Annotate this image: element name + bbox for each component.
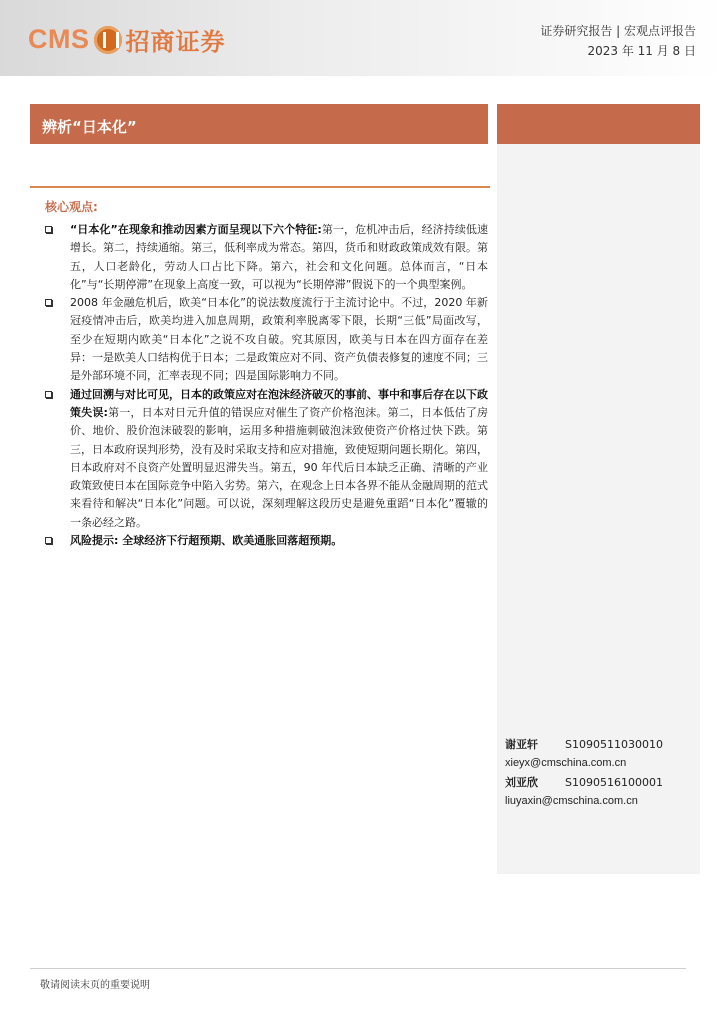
analyst-email[interactable]: liuyaxin@cmschina.com.cn: [505, 795, 638, 807]
core-views-list: [40, 221, 488, 550]
page-title: 辨析“日本化”: [42, 118, 137, 136]
bullet-text: 第一，日本对日元升值的错误应对催生了资产价格泡沫。第二，日本低估了房价、地价、股价泡沫破裂的影响，运用多种措施刺破泡沫致使资产价格过快下跌。第三，日本政府误判形势，没有及时采取支持和应对措施，致使短期问题长期化。第四，日本政府对不良资产处置明显迟滞失当。第五，90 年代后日本缺乏正确、清晰的产业政策致使日本在国际竞争中陷入劣势。第六，在观念上日本各界不能从金融周期的范式来看待和解决“日本化”问题。可以说，深刻理解这段历史是避免重蹈“日本化”覆辙的一条必经之路。: [70, 405, 488, 529]
analyst-license-id: S1090511030010: [565, 738, 663, 751]
analyst-row: [505, 773, 663, 792]
bullet-emphasis: 通过回溯与对比可见，日本的政策应对在泡沫经济破灭的事前、事中和事后存在以下政策失误:: [70, 387, 488, 419]
checkbox-bullet-icon: [45, 537, 52, 544]
list-item: [40, 221, 488, 294]
analyst-email[interactable]: xieyx@cmschina.com.cn: [505, 757, 627, 769]
logo-cms-text: CMS: [28, 24, 90, 54]
core-views-label: 核心观点:: [45, 200, 98, 214]
bullet-text: 2008 年金融危机后，欧美“日本化”的说法数度流行于主流讨论中。不过，2020 年新冠疫情冲击后，欧美均进入加息周期，政策利率脱离零下限，长期“三低”局面改写，至少在短期内欧美“日本化”之说不攻自破。究其原因，欧美与日本在四方面存在差异：一是欧美人口结构优于日本；二是政策应对不同、资产负债表修复的速度不同；三是外部环境不同，汇率表现不同；四是国际影响力不同。: [70, 296, 488, 383]
bullet-text: 第一，危机冲击后，经济持续低速增长。第二，持续通缩。第三，低利率成为常态。第四，货币和财政政策成效有限。第五，人口老龄化，劳动人口占比下降。第六，社会和文化问题。总体而言，“日本化”与“长期停滞”在现象上高度一致，可以视为“长期停滞”假说下的一个典型案例。: [70, 223, 489, 291]
analyst-license-id: S1090516100001: [565, 776, 663, 789]
logo-cn-text: 招商证券: [125, 28, 226, 56]
sidebar-header-bar: [497, 104, 700, 144]
report-type: 证券研究报告 | 宏观点评报告: [540, 24, 696, 38]
checkbox-bullet-icon: [45, 391, 52, 398]
footer-disclaimer: 敬请阅读末页的重要说明: [40, 980, 150, 991]
analyst-name: 刘亚欣: [505, 776, 538, 789]
analyst-info: [505, 735, 663, 811]
checkbox-bullet-icon: [45, 299, 52, 306]
logo-badge-icon: [94, 26, 122, 54]
list-item: [40, 294, 488, 385]
bullet-emphasis: “日本化”在现象和推动因素方面呈现以下六个特征:: [70, 223, 322, 236]
bullet-emphasis: 风险提示: 全球经济下行超预期、欧美通胀回落超预期。: [70, 534, 343, 548]
company-logo: [28, 22, 226, 57]
analyst-row: [505, 735, 663, 754]
checkbox-bullet-icon: [45, 226, 52, 233]
list-item: [40, 532, 488, 550]
report-date: 2023 年 11 月 8 日: [587, 44, 696, 58]
list-item: [40, 386, 488, 532]
analyst-name: 谢亚轩: [505, 738, 538, 751]
footer-divider: [30, 968, 686, 969]
section-divider: [30, 186, 490, 188]
